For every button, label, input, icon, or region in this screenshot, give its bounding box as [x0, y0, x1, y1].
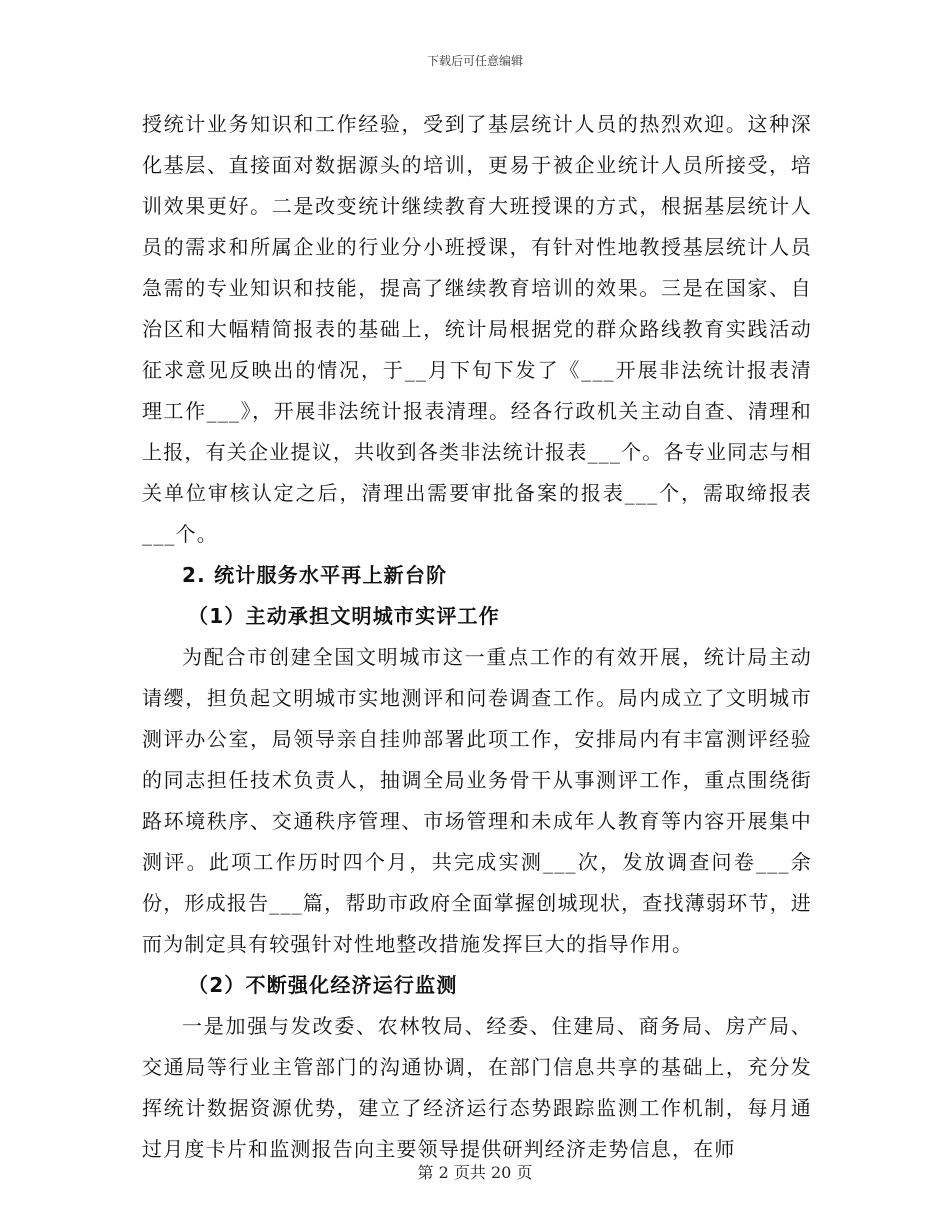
section-heading-statistics-service: 2. 统计服务水平再上新台阶 — [182, 563, 448, 587]
subsection-heading-economic-monitoring: （2）不断强化经济运行监测 — [188, 973, 458, 997]
page-header-note: 下载后可任意编辑 — [426, 54, 523, 68]
page-number-footer: 第 2 页共 20 页 — [417, 1163, 533, 1182]
paragraph-training: 授统计业务知识和工作经验，受到了基层统计人员的热烈欢迎。这种深化基层、直接面对数据源头的培训，更易于被企业统计人员所接受，培训效果更好。二是改变统计继续教育大班授课的方式，根据基层统计人员的需求和所属企业的行业分小班授课，有针对性地教授基层统计人员急需的专业知识和技能，提高了继续教育培训的效果。三是在国家、自治区和大幅精简报表的基础上，统计局根据党的群众路线教育实践活动征求意见反映出的情况，于__月下旬下发了《___开展非法统计报表清理工作___》，开展非法统计报表清理。经各行政机关主动自查、清理和上报，有关企业提议，共收到各类非法统计报表___个。各专业同志与相关单位审核认定之后，清理出需要审批备案的报表___个，需取缔报表___个。 — [142, 112, 812, 546]
document-body — [142, 104, 812, 1170]
subsection-heading-civilized-city: （1）主动承担文明城市实评工作 — [188, 604, 500, 628]
paragraph-civilized-city: 为配合市创建全国文明城市这一重点工作的有效开展，统计局主动请缨，担负起文明城市实地测评和问卷调查工作。局内成立了文明城市测评办公室，局领导亲自挂帅部署此项工作，安排局内有丰富测评经验的同志担任技术负责人，抽调全局业务骨干从事测评工作，重点围绕街路环境秩序、交通秩序管理、市场管理和未成年人教育等内容开展集中测评。此项工作历时四个月，共完成实测___次，发放调查问卷___余份，形成报告___篇，帮助市政府全面掌握创城现状，查找薄弱环节，进而为制定具有较强针对性地整改措施发挥巨大的指导作用。 — [142, 645, 812, 956]
paragraph-economic-monitoring: 一是加强与发改委、农林牧局、经委、住建局、商务局、房产局、交通局等行业主管部门的沟通协调，在部门信息共享的基础上，充分发挥统计数据资源优势，建立了经济运行态势跟踪监测工作机制，每月通过月度卡片和监测报告向主要领导提供研判经济走势信息，在师 — [142, 1014, 812, 1161]
